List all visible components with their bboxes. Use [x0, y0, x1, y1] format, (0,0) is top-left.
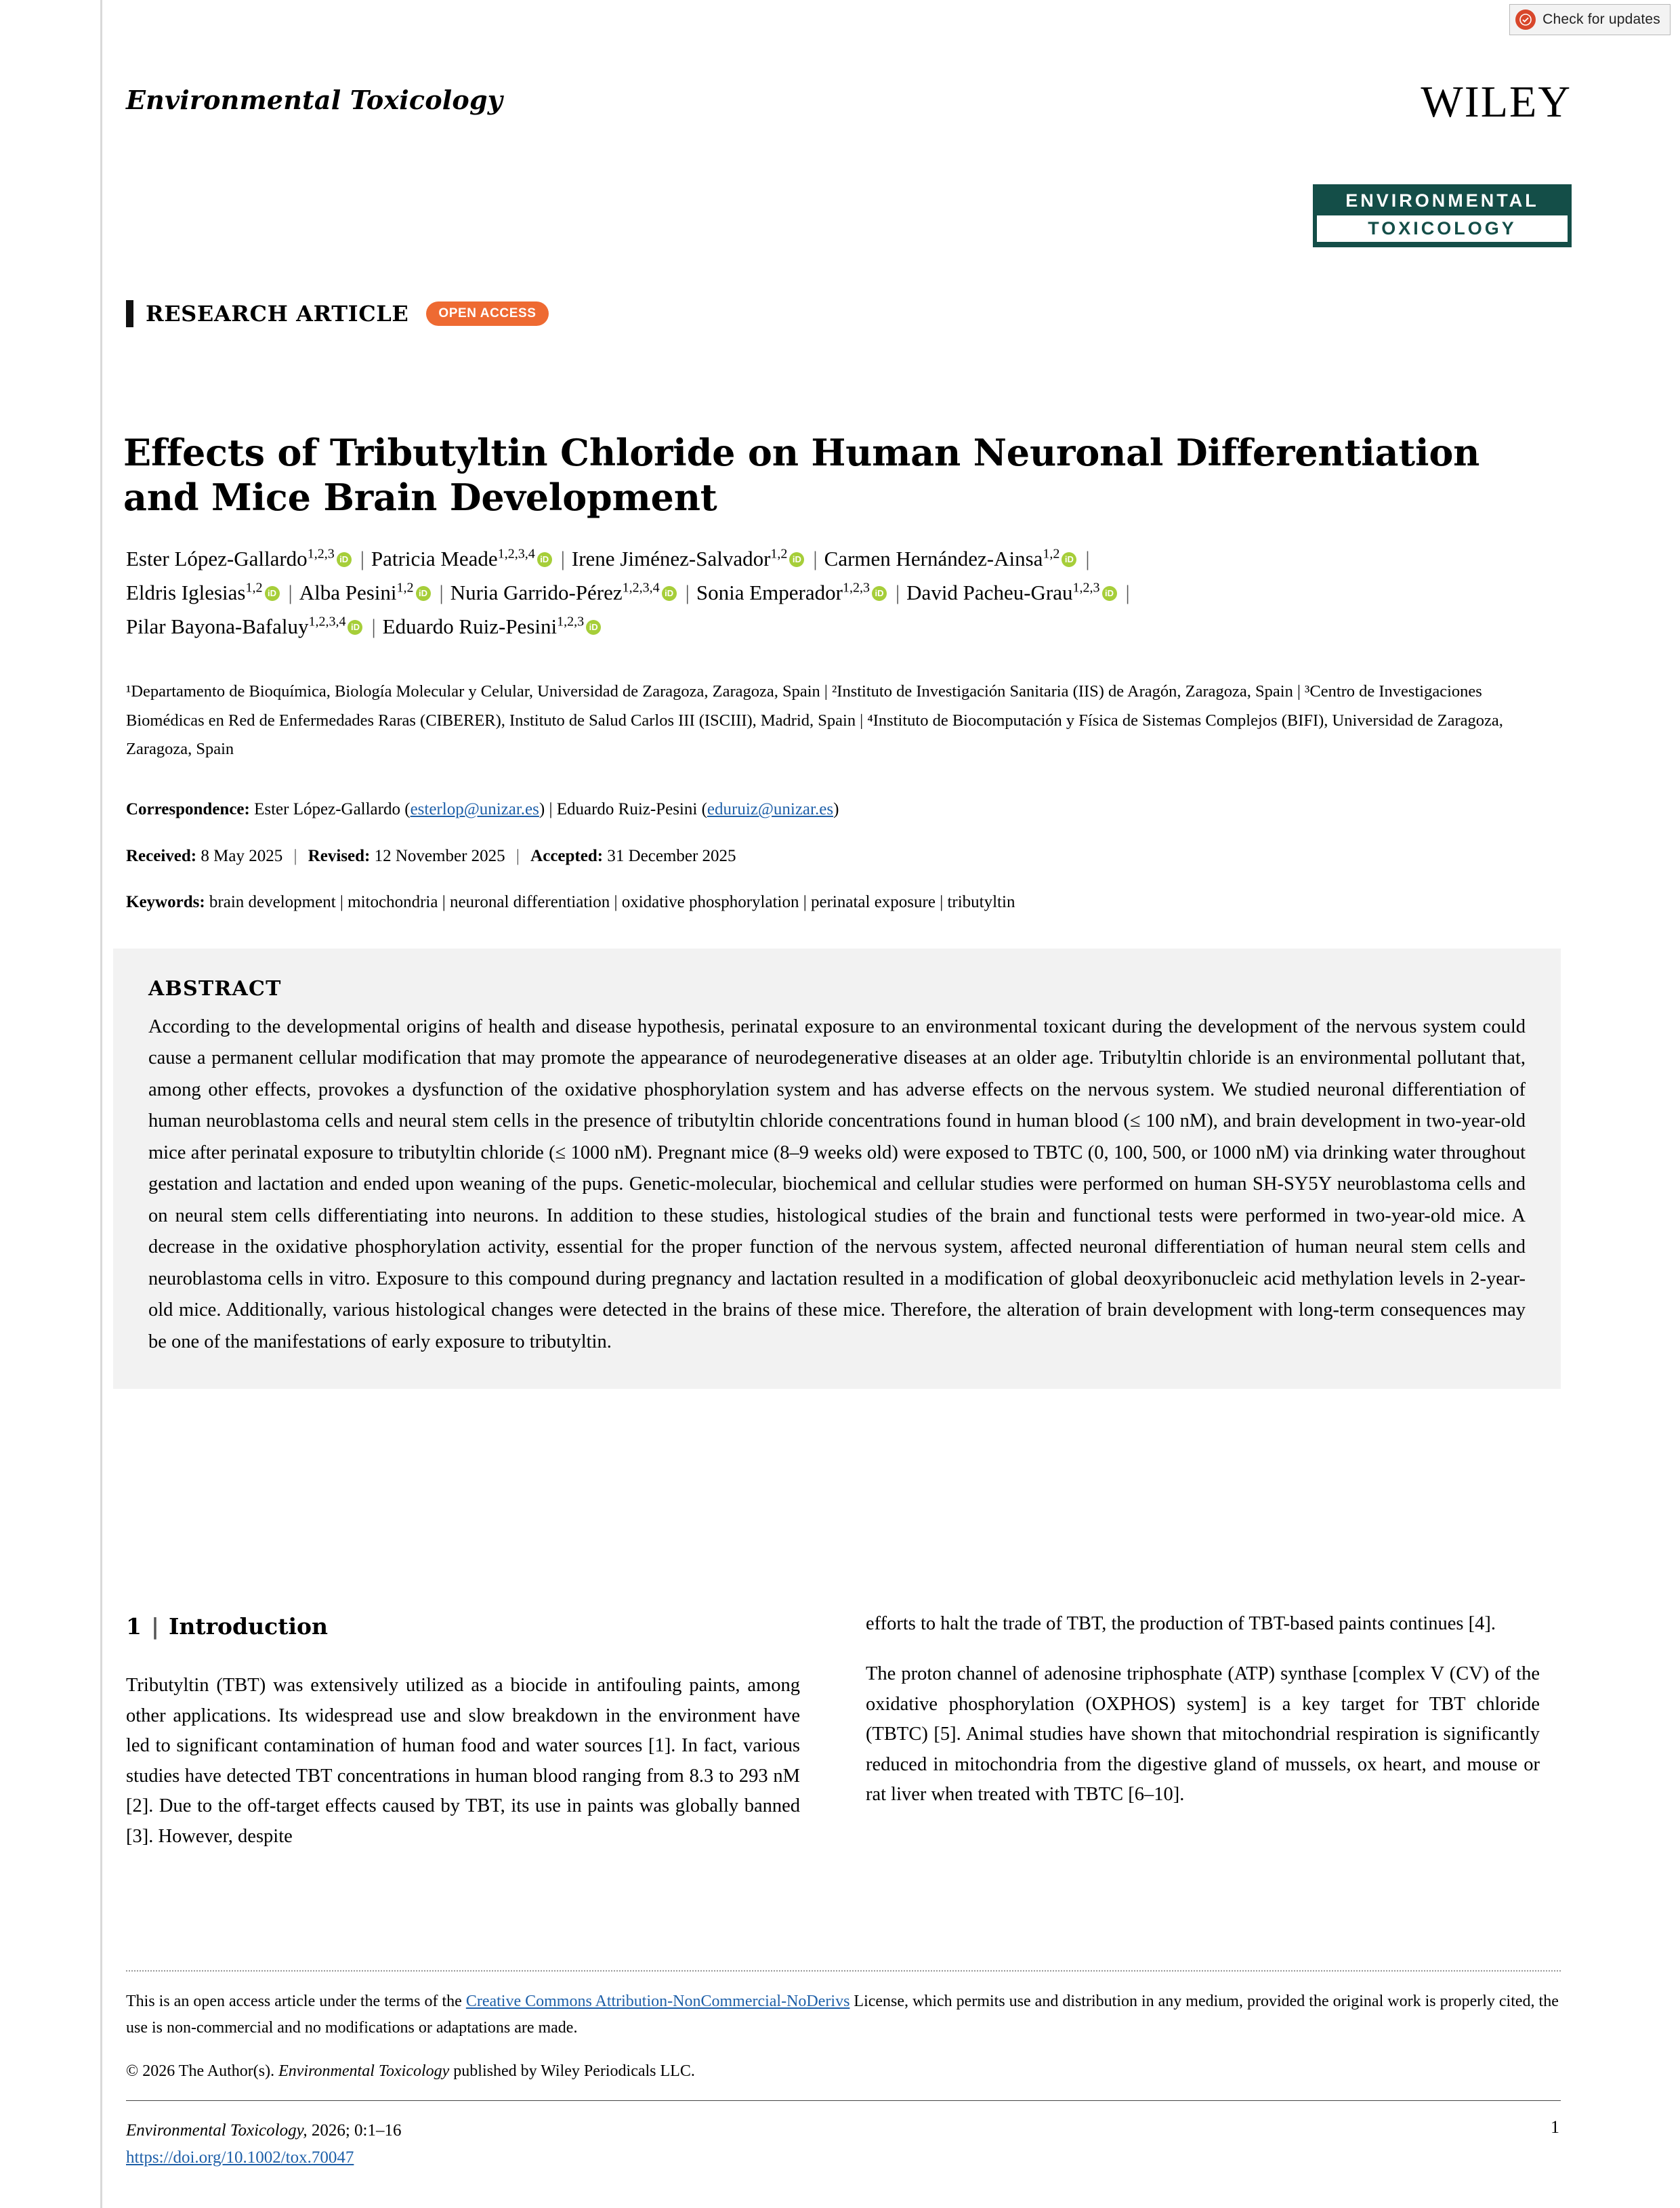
author: Carmen Hernández-Ainsa$^{1,2}$: [824, 546, 1060, 570]
check-for-updates-icon: [1515, 9, 1536, 30]
correspondence-email-2[interactable]: eduruiz@unizar.es: [707, 800, 834, 818]
orcid-icon[interactable]: [1062, 552, 1076, 567]
correspondence: [126, 796, 1561, 823]
license-pre: This is an open access article under the terms of the: [126, 1993, 466, 2010]
author: Alba Pesini$^{1,2}$: [299, 580, 414, 605]
author: Ester López-Gallardo$^{1,2,3}$: [126, 546, 335, 570]
section-divider: |: [150, 1613, 159, 1640]
received-value: 8 May 2025: [201, 847, 283, 865]
correspondence-label: Correspondence:: [126, 800, 250, 818]
page-title: Effects of Tributyltin Chloride on Human Neuronal Differentiation and Mice Brain Development: [123, 431, 1480, 520]
body-column-right: [866, 1609, 1540, 1831]
page-left-rule: [100, 0, 102, 2208]
copyright-post: published by Wiley Periodicals LLC.: [449, 2062, 695, 2080]
section-heading: [126, 1609, 800, 1644]
paragraph: efforts to halt the trade of TBT, the production of TBT-based paints continues [4].: [866, 1613, 1496, 1634]
correspondence-between: ) | Eduardo Ruiz-Pesini (: [539, 800, 707, 818]
abstract-heading: ABSTRACT: [148, 977, 282, 1001]
orcid-icon[interactable]: [662, 586, 677, 601]
page-number: 1: [1551, 2117, 1559, 2137]
paragraph: Tributyltin (TBT) was extensively utilized as a biocide in antifouling paints, among other applications. Its widespread use and slow breakdown in the environment have led to significant contamination of human food and water sources [1]. In fact, various studies have detected TBT concentrations in human blood ranging from 8.3 to 293 nM [2]. Due to the off-target effects caused by TBT, its use in paints was globally banned [3]. However, despite: [126, 1675, 800, 1847]
accepted-value: 31 December 2025: [607, 847, 736, 865]
revised-value: 12 November 2025: [374, 847, 505, 865]
citation-journal: Environmental Toxicology,: [126, 2121, 308, 2140]
orcid-icon[interactable]: [789, 552, 804, 567]
open-access-badge: OPEN ACCESS: [426, 301, 548, 326]
correspondence-email-1[interactable]: esterlop@unizar.es: [410, 800, 539, 818]
author: Patricia Meade$^{1,2,3,4}$: [371, 546, 535, 570]
copyright-note: [126, 2062, 1561, 2081]
article-type-marker: [126, 300, 133, 327]
orcid-icon[interactable]: [348, 620, 362, 635]
article-dates: Received: 8 May 2025 | Revised: 12 November 2025 | Accepted: 31 December 2025: [126, 847, 736, 865]
abstract-section: [113, 949, 1561, 1389]
orcid-icon[interactable]: [1102, 586, 1117, 601]
revised-label: Revised:: [308, 847, 371, 865]
orcid-icon[interactable]: [872, 586, 887, 601]
citation-block: [126, 2117, 401, 2171]
keywords-list: brain development | mitochondria | neuronal differentiation | oxidative phosphorylation | perinatal exposure | tributyltin: [209, 893, 1015, 911]
copyright-journal: Environmental Toxicology: [278, 2062, 450, 2080]
article-type-row: [126, 300, 549, 327]
affiliations: ¹Departamento de Bioquímica, Biología Molecular y Celular, Universidad de Zaragoza, Zaragoza, Spain | ²Instituto de Investigación Sanitaria (IIS) de Aragón, Zaragoza, Spain | ³Centro de Investigaciones Biomédicas en Red de Enfermedades Raras (CIBERER), Instituto de Salud Carlos III (ISCIII), Madrid, Spain | ⁴Instituto de Biocomputación y Física de Sistemas Complejos (BIFI), Universidad de Zaragoza, Zaragoza, Spain: [126, 682, 1503, 759]
orcid-icon[interactable]: [416, 586, 431, 601]
doi-link[interactable]: https://doi.org/10.1002/tox.70047: [126, 2148, 354, 2167]
license-note: [126, 1988, 1561, 2041]
author-list: Ester López-Gallardo$^{1,2,3}$ iD | Patricia Meade$^{1,2,3,4}$ iD | Irene Jiménez-Salvador$^{1,2}$ iD | Carmen Hernández-Ainsa$^{1,2}$ iD | Eldris Iglesias$^{1,2}$ iD | Alba Pesini$^{1,2}$ iD | Nuria Garrido-Pérez$^{1,2,3,4}$ iD | Sonia Emperador$^{1,2,3}$ iD | David Pacheu-Grau$^{1,2,3}$ iD | Pilar Bayona-Bafaluy$^{1,2,3,4}$ iD | Eduardo Ruiz-Pesini$^{1,2,3}$iD: [126, 542, 1562, 644]
journal-logo-line2: TOXICOLOGY: [1317, 215, 1568, 242]
license-post: License, which permits use and distribution in any medium, provided the original work is properly cited, the use is non-commercial and no modifications or adaptations are made.: [126, 1993, 1559, 2037]
correspondence-person1: Ester López-Gallardo (: [254, 800, 411, 818]
keywords: [126, 893, 1561, 912]
correspondence-end: ): [833, 800, 839, 818]
check-for-updates-label: Check for updates: [1542, 12, 1660, 27]
author: Irene Jiménez-Salvador$^{1,2}$: [571, 546, 788, 570]
section-number: 1: [126, 1613, 142, 1640]
author: Nuria Garrido-Pérez$^{1,2,3,4}$: [450, 580, 660, 605]
orcid-icon[interactable]: [337, 552, 352, 567]
abstract-text: According to the developmental origins of health and disease hypothesis, perinatal exposure to an environmental toxicant during the development of the nervous system could cause a permanent cellular modification that may promote the appearance of neurodegenerative diseases at an older age. Tributyltin chloride is an environmental pollutant that, among other effects, provokes a dysfunction of the oxidative phosphorylation system and has adverse effects on the nervous system. We studied neuronal differentiation of human neuroblastoma cells and neural stem cells in the presence of tributyltin chloride concentrations found in human blood (≤ 100 nM), and brain development in two-year-old mice after perinatal exposure to tributyltin chloride (≤ 1000 nM). Pregnant mice (8–9 weeks old) were exposed to TBTC (0, 100, 500, or 1000 nM) via drinking water throughout gestation and lactation and ended upon weaning of the pups. Genetic-molecular, biochemical and cellular studies were performed on human SH-SY5Y neuroblastoma cells and on neural stem cells differentiating into neurons. In addition to these studies, histological studies of the brain and functional tests were performed in two-year-old mice. A decrease in the oxidative phosphorylation activity, essential for the proper function of the nervous system, affected neuronal differentiation of human neural stem cells and neuroblastoma cells in vitro. Exposure to this compound during pregnancy and lactation resulted in a modification of global deoxyribonucleic acid methylation levels in 2-year-old mice. Additionally, various histological changes were detected in the brains of these mice. Therefore, the alteration of brain development with long-term consequences may be one of the manifestations of early exposure to tributyltin.: [148, 1016, 1526, 1352]
author: David Pacheu-Grau$^{1,2,3}$: [906, 580, 1100, 605]
journal-logo-line1: ENVIRONMENTAL: [1345, 190, 1539, 211]
citation-rest: 2026; 0:1–16: [307, 2121, 402, 2140]
received-label: Received:: [126, 847, 197, 865]
check-for-updates-badge[interactable]: [1509, 4, 1671, 35]
wiley-logo: WILEY: [1421, 77, 1572, 127]
license-link[interactable]: Creative Commons Attribution-NonCommercial-NoDerivs: [465, 1993, 850, 2010]
article-type-label: RESEARCH ARTICLE: [146, 301, 409, 327]
footer-rule: [126, 2100, 1561, 2101]
copyright-pre: © 2026 The Author(s).: [126, 2062, 279, 2080]
author: Eldris Iglesias$^{1,2}$: [126, 580, 263, 605]
orcid-icon[interactable]: [537, 552, 552, 567]
journal-logo: [1313, 184, 1572, 247]
paragraph: The proton channel of adenosine triphosphate (ATP) synthase [complex V (CV) of the oxidative phosphorylation (OXPHOS) system] is a key target for TBT chloride (TBTC) [5]. Animal studies have shown that mitochondrial respiration is significantly reduced in mitochondria from the digestive gland of mussels, ox heart, and mouse or rat liver when treated with TBTC [6–10].: [866, 1663, 1540, 1806]
body-column-left: [126, 1609, 800, 1872]
orcid-icon[interactable]: [265, 586, 280, 601]
journal-title: Environmental Toxicology: [126, 85, 503, 115]
footer-divider: [126, 1970, 1561, 1972]
author: Sonia Emperador$^{1,2,3}$: [696, 580, 870, 605]
author: Pilar Bayona-Bafaluy$^{1,2,3,4}$: [126, 615, 346, 639]
keywords-label: Keywords:: [126, 893, 205, 911]
orcid-icon[interactable]: [586, 620, 601, 635]
accepted-label: Accepted:: [530, 847, 604, 865]
author: Eduardo Ruiz-Pesini$^{1,2,3}$: [382, 615, 585, 639]
section-title: Introduction: [168, 1613, 328, 1640]
